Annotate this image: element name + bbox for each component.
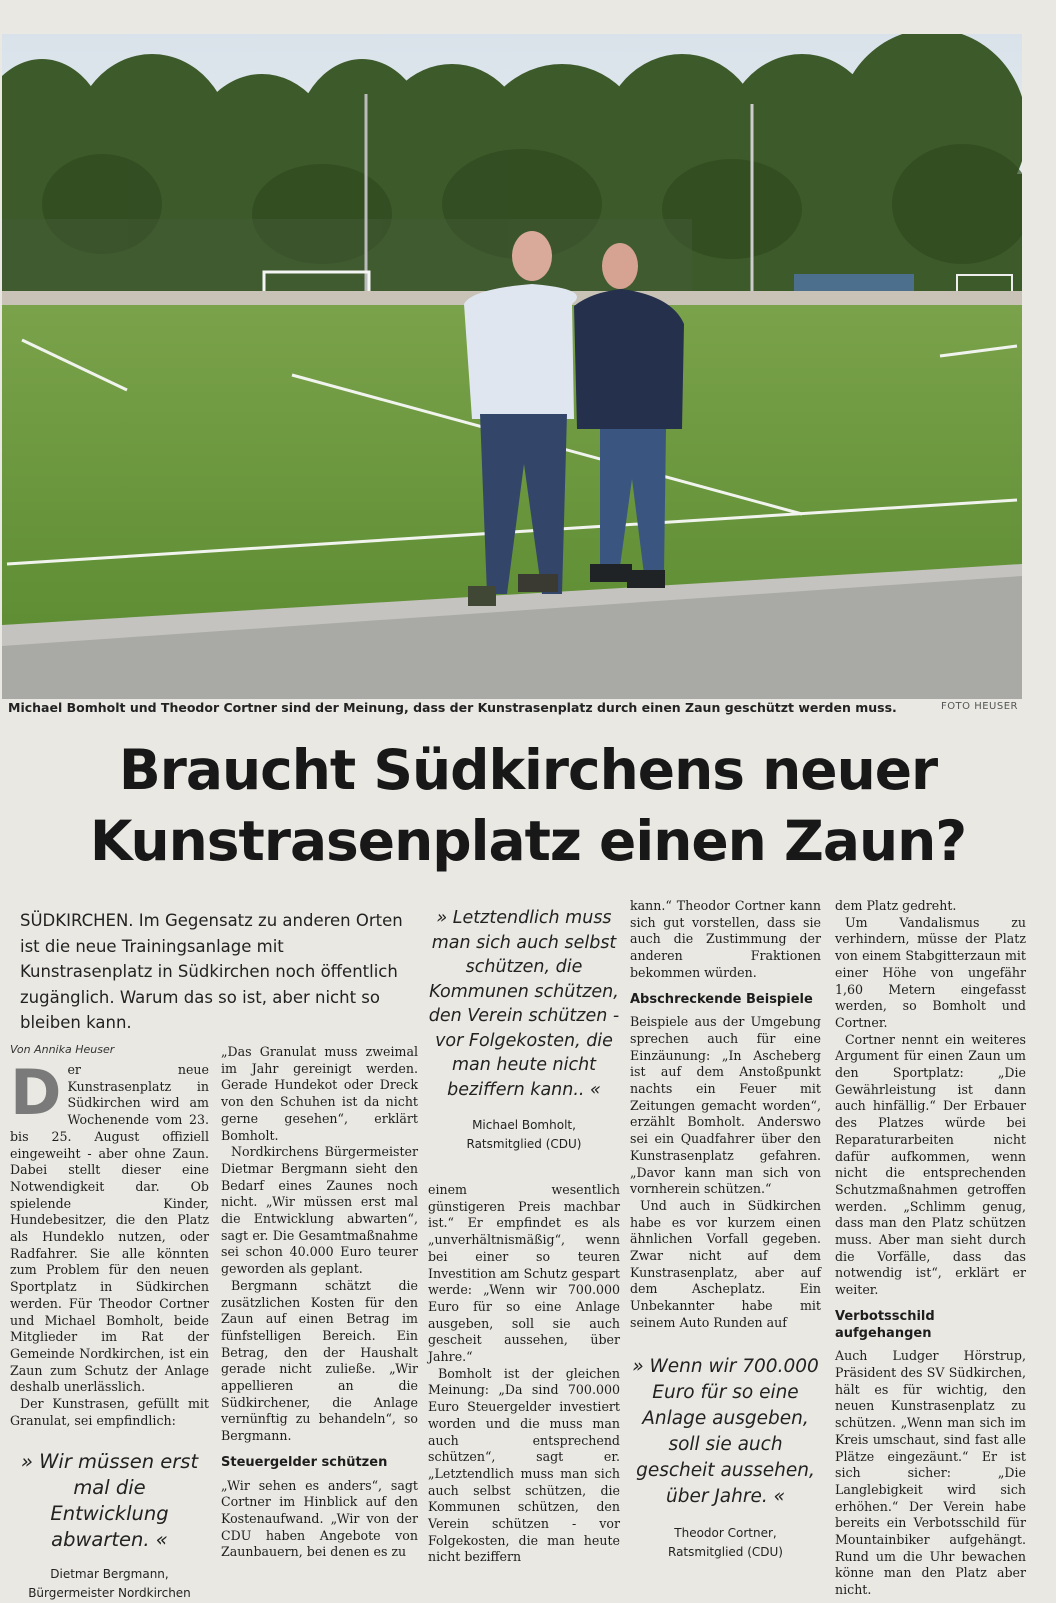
column-5 xyxy=(835,898,1026,1599)
article-headline xyxy=(0,735,1056,877)
col2-paragraph-2: Nordkirchens Bürgermeister Dietmar Bergmann sieht den Bedarf eines Zaunes noch nicht. „Wir müssen erst mal die Entwicklung abwarten“, sagt er. Die Gesamtmaßnahme sei schon 40.000 Euro teurer geworden als geplant. xyxy=(221,1144,418,1277)
col5-paragraph-2: Um Vandalismus zu verhindern, müsse der Platz von einem Stabgitterzaun mit einer Höhe von ungefähr 1,60 Metern eingefasst werden, so Bomholt und Cortner. xyxy=(835,914,1026,1030)
photo-caption-text: Michael Bomholt und Theodor Cortner sind der Meinung, dass der Kunstrasenplatz durch einen Zaun geschützt werden muss. xyxy=(8,700,897,715)
col2-paragraph-3: Bergmann schätzt die zusätzlichen Kosten für den Zaun auf einen Betrag im fünfstelligen Bereich. Ein Betrag, den der Haushalt gerade nicht zuließe. „Wir appellieren an die Südkirchener, die Anlage vernünftig zu behandeln“, so Bergmann. xyxy=(221,1277,418,1444)
pull-quote-cortner-name: Theodor Cortner, xyxy=(674,1525,777,1540)
col4-paragraph-3: Und auch in Südkirchen habe es vor kurzem einen ähnlichen Vorfall gegeben. Zwar nicht auf dem Kunstrasenplatz, aber auf dem Ascheplatz. Ein Unbekannter habe mit seinem Auto Runden auf xyxy=(630,1197,821,1330)
col5-paragraph-4: Auch Ludger Hörstrup, Präsident des SV Südkirchen, hält es für wichtig, den neuen Kunstrasenplatz zu schützen. „Wenn man sich im Kreis umschaut, sind fast alle Plätze eingezäunt.“ Er ist sich sicher: „Die Langlebigkeit wird sich erhöhen.“ Der Verein habe bereits ein Verbotsschild für Mountainbiker aufgehängt. Rund um die Uhr bewachen könne man den Platz aber nicht. xyxy=(835,1348,1026,1598)
headline-line-2: Kunstrasenplatz einen Zaun? xyxy=(89,809,967,873)
pull-quote-cortner: » Wenn wir 700.000 Euro für so eine Anlage ausgeben, soll sie auch gescheit aussehen, über Jahre. « xyxy=(632,1355,819,1507)
football-field-illustration xyxy=(2,34,1022,699)
pull-quote-bergmann-name: Dietmar Bergmann, xyxy=(50,1567,169,1582)
col2-paragraph-4: „Wir sehen es anders“, sagt Cortner im Hinblick auf den Kostenaufwand. „Wir von der CDU haben Angebote von Zaunbauern, bei denen es zu xyxy=(221,1477,418,1560)
col3-paragraph-2: Bomholt ist der gleichen Meinung: „Da sind 700.000 Euro Steuergelder investiert worden und die muss man auch entsprechend schützen“, sagt er. „Letztendlich muss man sich auch selbst schützen, die Kommunen schützen, den Verein schützen - vor Folgekosten, die man heute nicht beziffern xyxy=(428,1365,620,1565)
col3-paragraph-1: einem wesentlich günstigeren Preis machbar ist.“ Er empfindet es als „unverhältnismäßig“, wenn bei einer so teuren Investition am Schutz gespart werde: „Wenn wir 700.000 Euro für so eine Anlage ausgeben, soll sie auch gescheit aussehen, über Jahre.“ xyxy=(428,1182,620,1365)
col2-paragraph-1: „Das Granulat muss zweimal im Jahr gereinigt werden. Gerade Hundekot oder Dreck von den Schuhen ist da nicht gerne gesehen“, erklärt Bomholt. xyxy=(221,1044,418,1143)
col1-paragraph-2: Der Kunstrasen, gefüllt mit Granulat, sei empfindlich: xyxy=(10,1396,209,1428)
column-4 xyxy=(630,898,821,1562)
drop-cap: D xyxy=(10,1056,62,1129)
col5-paragraph-1: dem Platz gedreht. xyxy=(835,898,957,913)
pull-quote-bomholt-role: Ratsmitglied (CDU) xyxy=(466,1137,582,1151)
article-lead: SÜDKIRCHEN. Im Gegensatz zu anderen Orten ist die neue Trainingsanlage mit Kunstrasenplatz in Südkirchen noch öffentlich zugänglich. Warum das so ist, aber nicht so bleiben kann. xyxy=(20,911,403,1032)
col4-paragraph-2: Beispiele aus der Umgebung sprechen auch für eine Einzäunung: „In Ascheberg ist auf dem Anstoßpunkt nachts ein Feuer mit Zeitungen gemacht worden“, erzählt Bomholt. Anderswo sei ein Quadfahrer über den Kunstrasenplatz gefahren. „Davor kann man sich von vornherein schützen.“ xyxy=(630,1014,821,1197)
pull-quote-bomholt: » Letztendlich muss man sich auch selbst schützen, die Kommunen schützen, den Verein schützen - vor Folgekosten, die man heute nicht beziffern kann.. « xyxy=(428,908,620,1100)
subhead-steuergelder: Steuergelder schützen xyxy=(221,1454,388,1470)
col1-paragraph-1: er neue Kunstrasenplatz in Südkirchen wird am Wochenende vom 23. bis 25. August offiziell eingeweiht - aber ohne Zaun. Dabei stellt dieser eine Notwendigkeit dar. Ob spielende Kinder, Hundebesitzer, die den Platz als Hundeklo nutzen, oder Radfahrer. Sie alle könnten zum Problem für den neuen Sportplatz in Südkirchen werden. Für Theodor Cortner und Michael Bomholt, beide Mitglieder im Rat der Gemeinde Nordkirchen, ist ein Zaun zum Schutz der Anlage deshalb unerlässlich. xyxy=(10,1062,209,1395)
col4-paragraph-1: kann.“ Theodor Cortner kann sich gut vorstellen, dass sie auch die Zustimmung der anderen Fraktionen bekommen würden. xyxy=(630,898,821,980)
article-byline: Von Annika Heuser xyxy=(10,1043,115,1056)
photo-caption xyxy=(8,700,1018,720)
photo-credit: FOTO HEUSER xyxy=(940,701,1018,712)
pull-quote-bomholt-name: Michael Bomholt, xyxy=(472,1118,576,1132)
subhead-abschreckende: Abschreckende Beispiele xyxy=(630,991,813,1007)
column-3 xyxy=(428,906,620,1566)
col5-paragraph-3: Cortner nennt ein weiteres Argument für einen Zaun um den Sportplatz: „Die Gewährleistung ist dann auch hinfällig.“ Der Erbauer des Platzes würde bei Reparaturarbeiten nicht dafür aufkommen, wenn nicht die entsprechenden Schutzmaßnahmen getroffen werden. „Schlimm genug, dass man den Platz schützen muss. Aber man sieht durch die Vorfälle, dass das notwendig ist“, erklärt er weiter. xyxy=(835,1031,1026,1298)
subhead-verbotsschild: Verbotsschild aufgehangen xyxy=(835,1308,935,1341)
headline-line-1: Braucht Südkirchens neuer xyxy=(118,738,938,802)
article-photo xyxy=(2,34,1022,699)
column-1 xyxy=(10,1056,209,1603)
pull-quote-bergmann: » Wir müssen erst mal die Entwicklung abwarten. « xyxy=(20,1450,199,1552)
pull-quote-bergmann-role: Bürgermeister Nordkirchen xyxy=(28,1586,191,1601)
column-2 xyxy=(221,1044,418,1561)
pull-quote-cortner-role: Ratsmitglied (CDU) xyxy=(668,1544,783,1559)
